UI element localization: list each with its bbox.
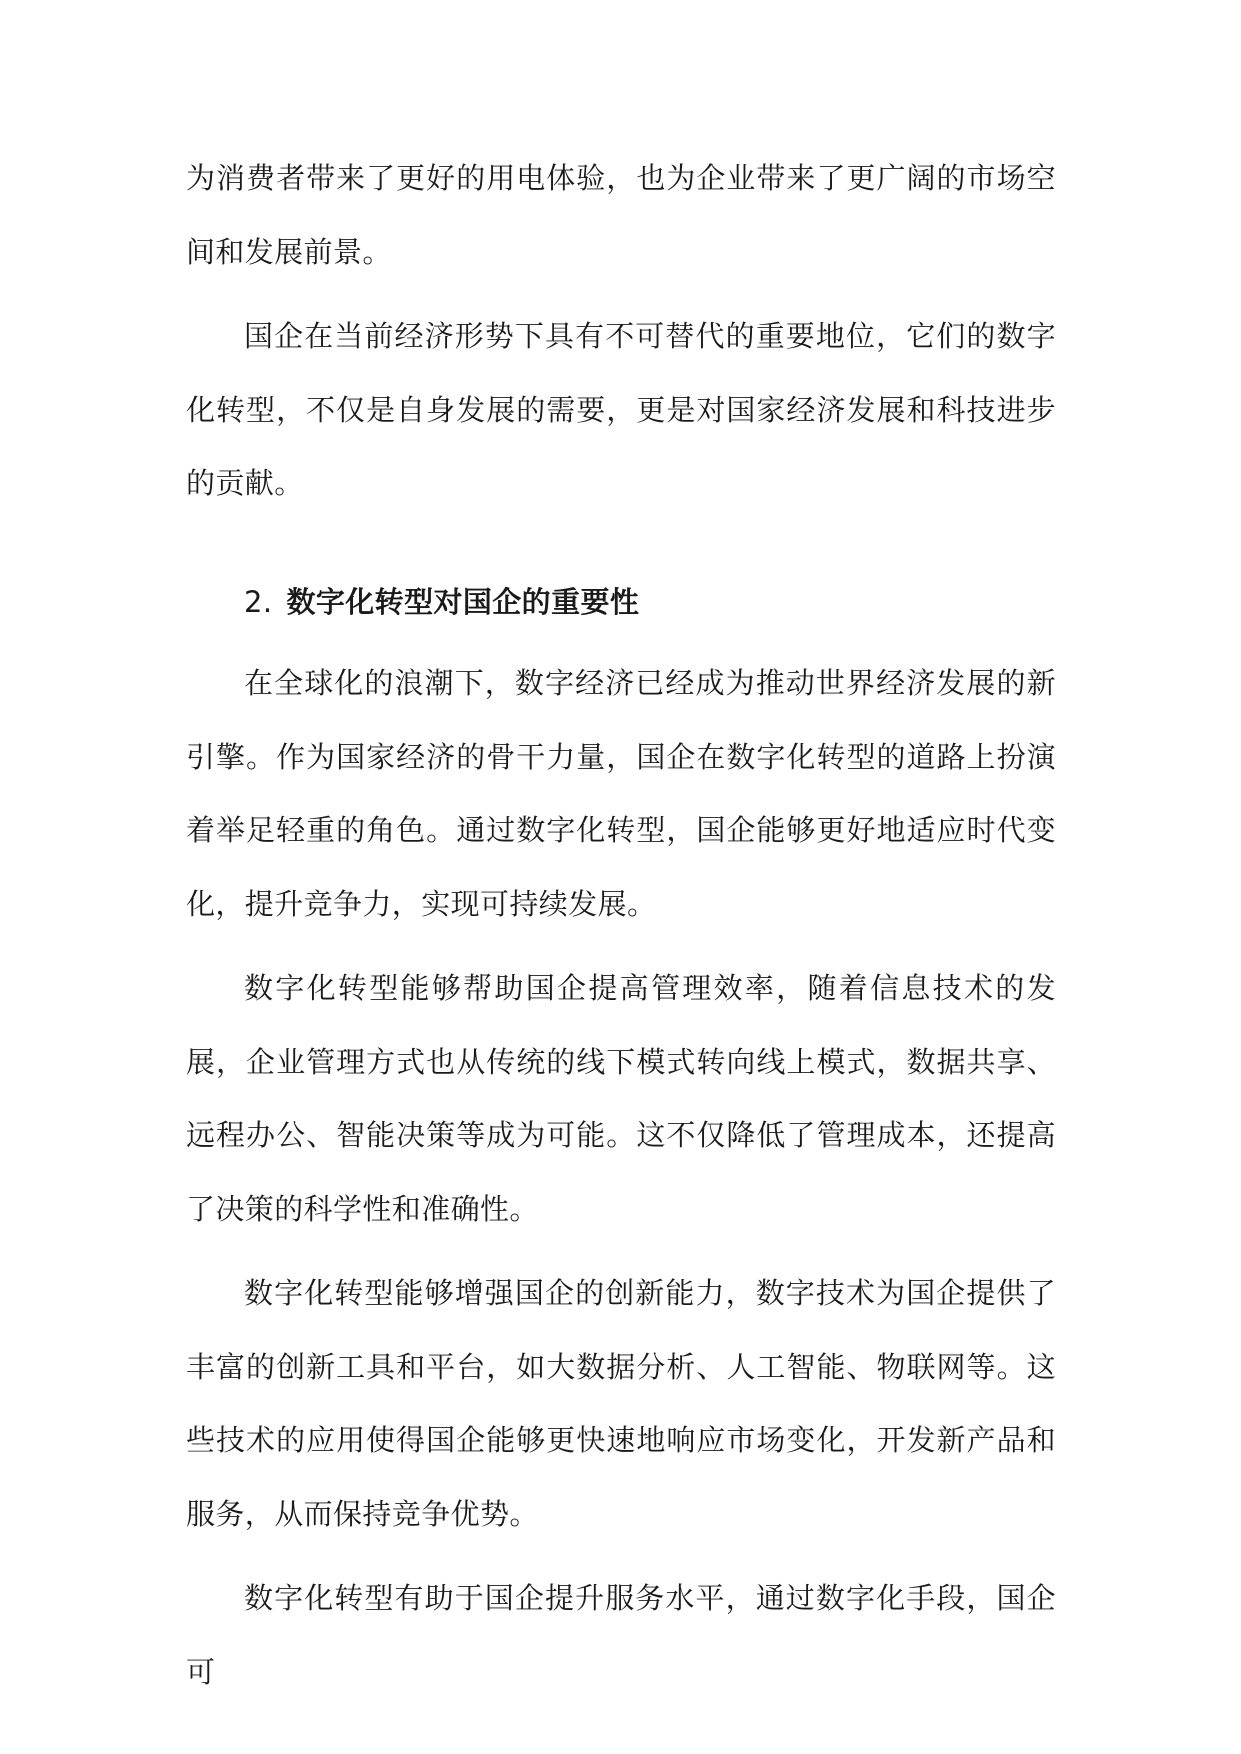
section-spacer bbox=[186, 532, 1056, 566]
section-heading bbox=[186, 566, 1056, 640]
paragraph: 数字化转型能够增强国企的创新能力，数字技术为国企提供了丰富的创新工具和平台，如大数据分析、人工智能、物联网等。这些技术的应用使得国企能够更快速地响应市场变化，开发新产品和服务，从而保持竞争优势。 bbox=[186, 1276, 1056, 1531]
section-title: 数字化转型对国企的重要性 bbox=[286, 584, 640, 619]
paragraph: 数字化转型有助于国企提升服务水平，通过数字化手段，国企可 bbox=[186, 1581, 1056, 1689]
paragraph-continued: 为消费者带来了更好的用电体验，也为企业带来了更广阔的市场空间和发展前景。 bbox=[186, 161, 1056, 269]
document-body bbox=[186, 142, 1056, 1720]
paragraph: 在全球化的浪潮下，数字经济已经成为推动世界经济发展的新引擎。作为国家经济的骨干力量，国企在数字化转型的道路上扮演着举足轻重的角色。通过数字化转型，国企能够更好地适应时代变化，提升竞争力，实现可持续发展。 bbox=[186, 666, 1056, 921]
paragraph: 国企在当前经济形势下具有不可替代的重要地位，它们的数字化转型，不仅是自身发展的需要，更是对国家经济发展和科技进步的贡献。 bbox=[186, 319, 1056, 500]
section-number: 2. bbox=[244, 584, 273, 619]
paragraph: 数字化转型能够帮助国企提高管理效率，随着信息技术的发展，企业管理方式也从传统的线下模式转向线上模式，数据共享、远程办公、智能决策等成为可能。这不仅降低了管理成本，还提高了决策的科学性和准确性。 bbox=[186, 971, 1056, 1226]
